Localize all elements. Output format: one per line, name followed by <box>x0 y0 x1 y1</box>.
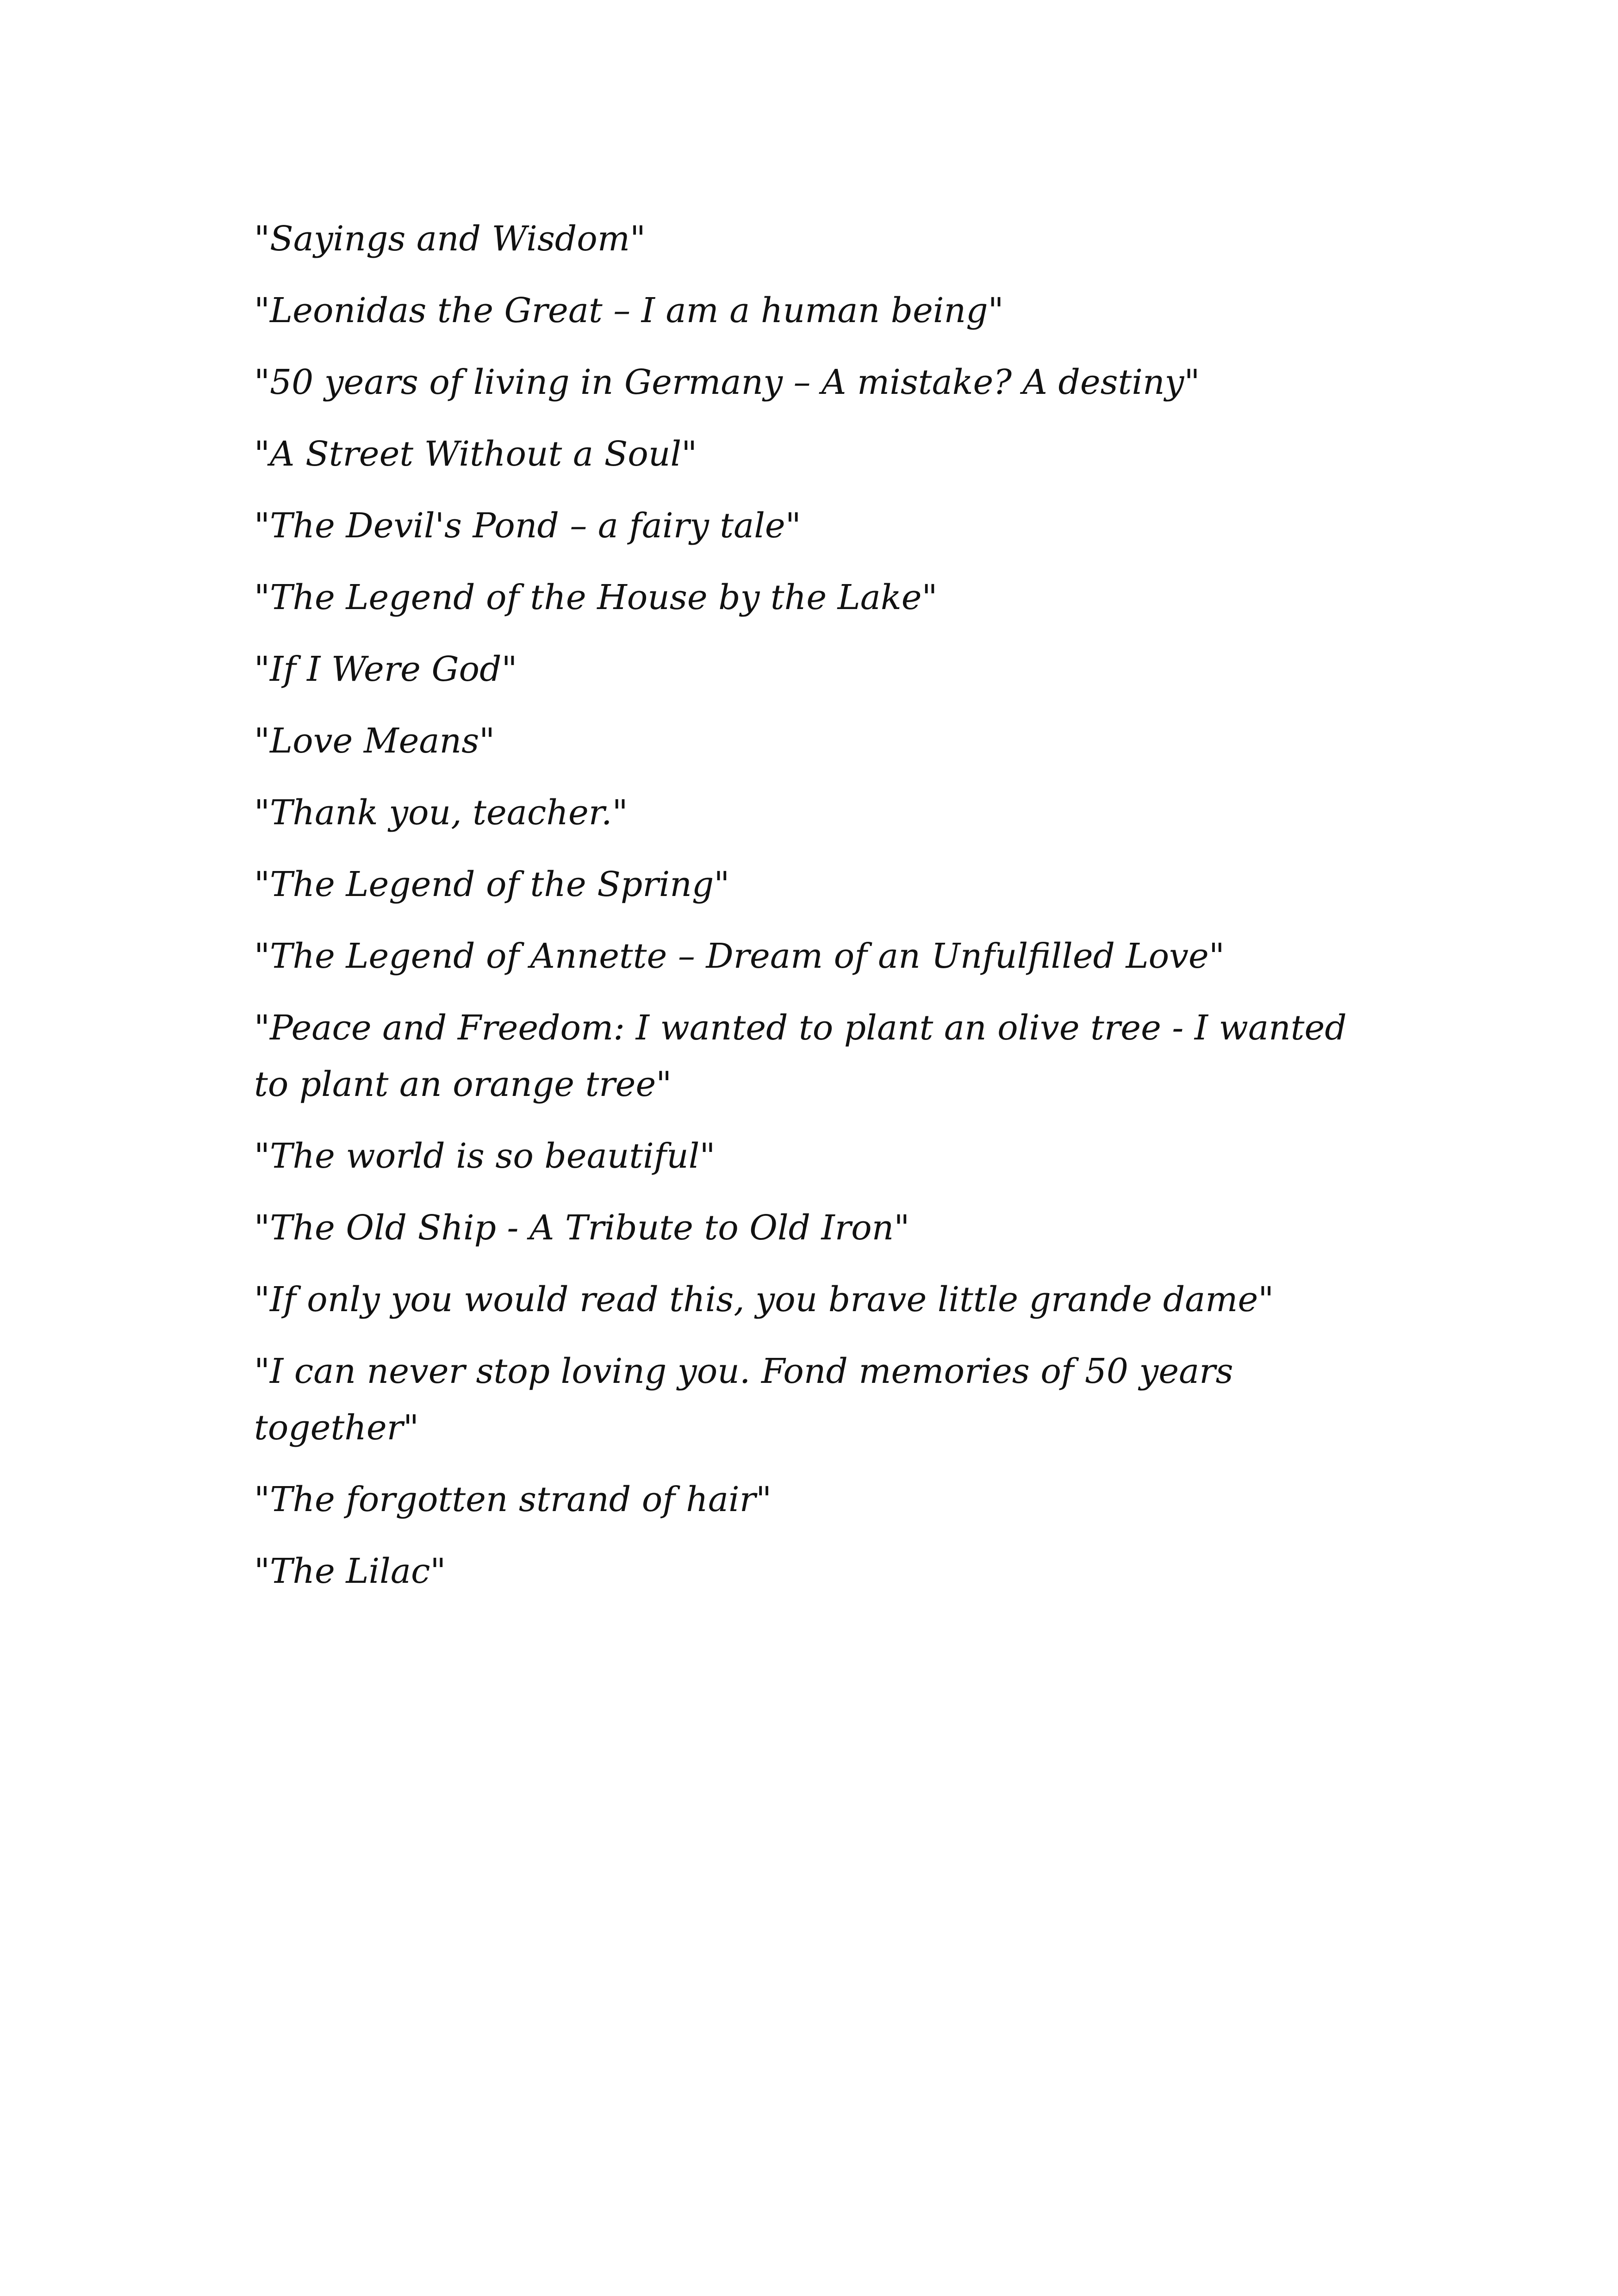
title-item: "Sayings and Wisdom" <box>254 219 646 259</box>
title-item: "If only you would read this, you brave little grande dame" <box>254 1280 1274 1319</box>
title-item: "The Legend of Annette – Dream of an Unfulfilled Love" <box>254 936 1225 976</box>
title-item: "The Old Ship - A Tribute to Old Iron" <box>254 1208 910 1248</box>
title-item: "Leonidas the Great – I am a human being" <box>254 291 1004 330</box>
title-item: "The Lilac" <box>254 1551 446 1591</box>
title-item: "The Legend of the House by the Lake" <box>254 578 938 617</box>
title-item: "If I Were God" <box>254 649 517 689</box>
title-item: "50 years of living in Germany – A mistake? A destiny" <box>254 362 1200 402</box>
title-item: "Love Means" <box>254 721 495 761</box>
title-item: "The Devil's Pond – a fairy tale" <box>254 506 801 546</box>
title-item: "A Street Without a Soul" <box>254 434 697 474</box>
title-item: "Thank you, teacher." <box>254 793 628 833</box>
title-item: "The Legend of the Spring" <box>254 865 730 904</box>
title-item: "The forgotten strand of hair" <box>254 1480 772 1519</box>
title-item: "I can never stop loving you. Fond memories of 50 years together" <box>254 1351 1233 1448</box>
title-item: "The world is so beautiful" <box>254 1136 716 1176</box>
title-item: "Peace and Freedom: I wanted to plant an olive tree - I wanted to plant an orange tree" <box>254 1008 1347 1104</box>
title-list <box>254 211 1388 1615</box>
